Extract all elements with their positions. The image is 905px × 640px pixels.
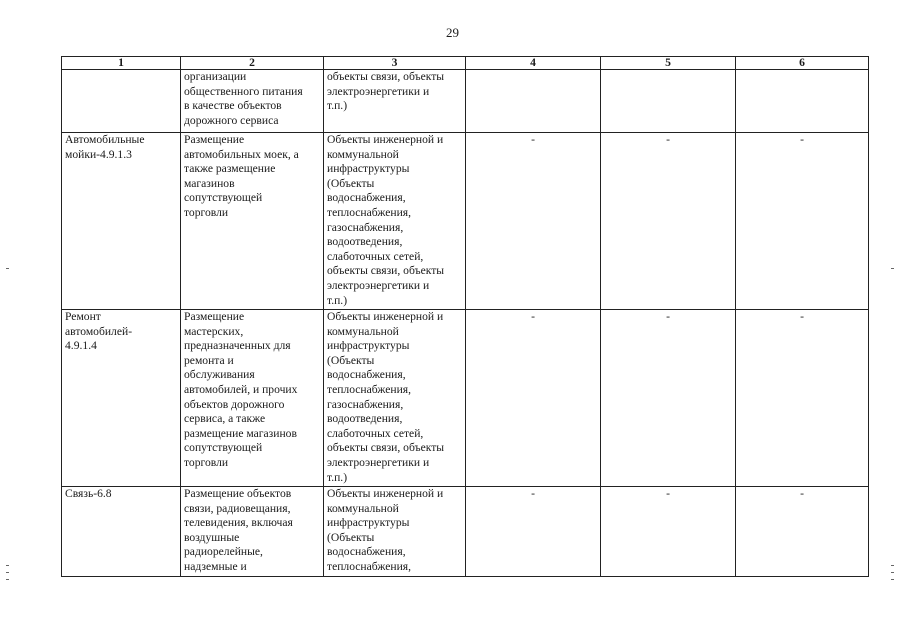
scan-mark <box>891 579 894 580</box>
table-row <box>62 133 869 310</box>
cell-col-5: - <box>601 133 736 310</box>
scan-mark <box>891 565 894 566</box>
cell-col-6: - <box>736 487 869 577</box>
scan-mark <box>6 565 9 566</box>
cell-use-type: Связь-6.8 <box>62 487 181 577</box>
table-row <box>62 310 869 487</box>
header-col-6: 6 <box>736 57 869 70</box>
cell-auxiliary-use: Объекты инженерной и коммунальной инфраструктуры (Объекты водоснабжения, теплоснабжения, газоснабжения, водоотведения, слаботочных сетей, объекты связи, объекты электроэнергетики и т.п.) <box>324 310 466 487</box>
cell-col-5: - <box>601 310 736 487</box>
scan-mark <box>6 572 9 573</box>
header-col-1: 1 <box>62 57 181 70</box>
cell-auxiliary-use: Объекты инженерной и коммунальной инфраструктуры (Объекты водоснабжения, теплоснабжения, <box>324 487 466 577</box>
cell-auxiliary-use: Объекты инженерной и коммунальной инфраструктуры (Объекты водоснабжения, теплоснабжения, газоснабжения, водоотведения, слаботочных сетей, объекты связи, объекты электроэнергетики и т.п.) <box>324 133 466 310</box>
cell-use-type: Автомобильные мойки-4.9.1.3 <box>62 133 181 310</box>
cell-auxiliary-use: объекты связи, объекты электроэнергетики и т.п.) <box>324 70 466 133</box>
cell-col-4 <box>466 70 601 133</box>
cell-description: Размещение объектов связи, радиовещания, телевидения, включая воздушные радиорелейные, надземные и <box>181 487 324 577</box>
page-number: 29 <box>446 25 459 40</box>
cell-col-6 <box>736 70 869 133</box>
table-row <box>62 487 869 577</box>
cell-col-6: - <box>736 133 869 310</box>
cell-col-4: - <box>466 310 601 487</box>
cell-description: организации общественного питания в качестве объектов дорожного сервиса <box>181 70 324 133</box>
header-col-5: 5 <box>601 57 736 70</box>
header-col-4: 4 <box>466 57 601 70</box>
cell-col-6: - <box>736 310 869 487</box>
scan-mark <box>6 579 9 580</box>
cell-use-type <box>62 70 181 133</box>
cell-description: Размещение автомобильных моек, а также размещение магазинов сопутствующей торговли <box>181 133 324 310</box>
cell-col-5: - <box>601 487 736 577</box>
scan-mark <box>891 572 894 573</box>
scan-mark <box>6 268 9 269</box>
header-col-2: 2 <box>181 57 324 70</box>
land-use-table <box>61 56 869 577</box>
table-row <box>62 70 869 133</box>
scan-mark <box>891 268 894 269</box>
table-header-row <box>62 57 869 70</box>
cell-col-5 <box>601 70 736 133</box>
header-col-3: 3 <box>324 57 466 70</box>
cell-col-4: - <box>466 133 601 310</box>
cell-description: Размещение мастерских, предназначенных для ремонта и обслуживания автомобилей, и прочих объектов дорожного сервиса, а также размещение магазинов сопутствующей торговли <box>181 310 324 487</box>
cell-use-type: Ремонт автомобилей- 4.9.1.4 <box>62 310 181 487</box>
cell-col-4: - <box>466 487 601 577</box>
